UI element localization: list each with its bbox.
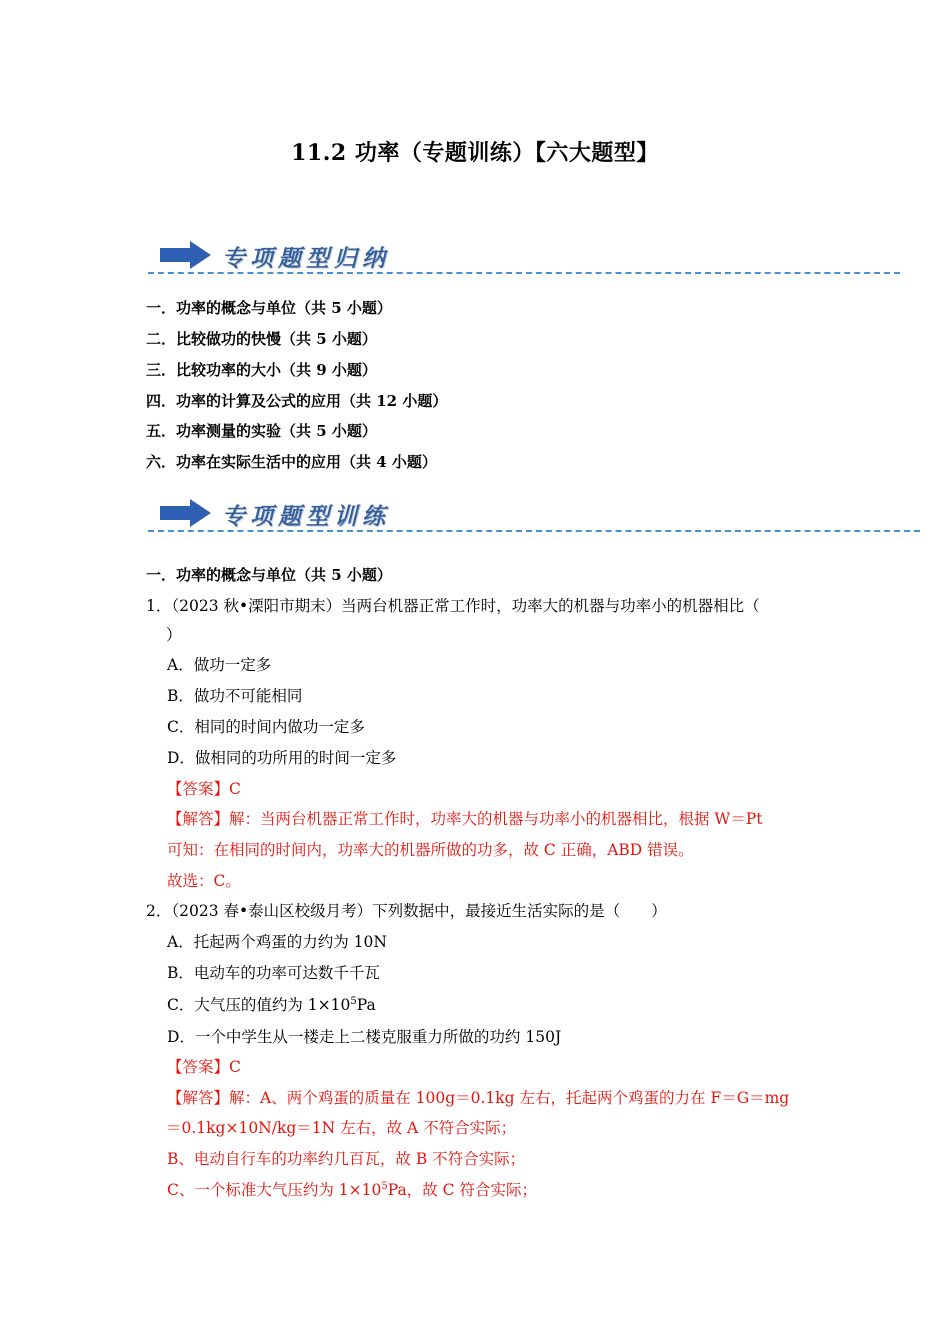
dashed-divider: [148, 272, 900, 274]
toc-item-1[interactable]: 一．功率的概念与单位（共 5 小题）: [146, 299, 392, 317]
question-1-choice: 故选：C。: [167, 872, 241, 890]
question-2-analysis-cont: ＝0.1kg×10N/kg＝1N 左右，故 A 不符合实际；: [166, 1119, 517, 1137]
question-1-analysis: 【解答】解：当两台机器正常工作时，功率大的机器与功率小的机器相比，根据 W＝Pt: [167, 810, 763, 828]
question-1-option-a[interactable]: A．做功一定多: [167, 656, 272, 674]
exponent: 5: [381, 1181, 388, 1192]
section-banner-summary: [148, 240, 900, 280]
question-1-option-d[interactable]: D．做相同的功所用的时间一定多: [167, 749, 397, 767]
question-1-stem-cont: ）: [166, 626, 182, 644]
question-2-option-d[interactable]: D．一个中学生从一楼走上二楼克服重力所做的功约 150J: [167, 1028, 562, 1046]
question-1-stem: 1．（2023 秋•溧阳市期末）当两台机器正常工作时，功率大的机器与功率小的机器相比（: [146, 597, 760, 615]
question-2-option-b[interactable]: B．电动车的功率可达数千千瓦: [167, 964, 380, 982]
question-2-analysis-b: B、电动自行车的功率约几百瓦，故 B 不符合实际；: [167, 1150, 526, 1168]
analysis-text: C、一个标准大气压约为 1×10: [167, 1181, 382, 1199]
arrow-right-icon: [160, 498, 212, 528]
question-2-option-a[interactable]: A．托起两个鸡蛋的力约为 10N: [167, 933, 387, 951]
page-title: 11.2 功率（专题训练）【六大题型】: [291, 140, 659, 166]
toc-item-5[interactable]: 五．功率测量的实验（共 5 小题）: [146, 422, 377, 440]
option-unit: Pa: [356, 996, 376, 1014]
question-1-answer: 【答案】C: [167, 780, 241, 798]
toc-item-3[interactable]: 三．比较功率的大小（共 9 小题）: [146, 361, 377, 379]
dashed-divider: [148, 530, 920, 532]
analysis-text-end: Pa，故 C 符合实际；: [387, 1181, 537, 1199]
question-1-option-c[interactable]: C．相同的时间内做功一定多: [167, 718, 365, 736]
banner-title: 专项题型训练: [222, 503, 390, 530]
arrow-right-icon: [160, 240, 212, 270]
section-heading: 一．功率的概念与单位（共 5 小题）: [146, 566, 392, 584]
question-2-option-c[interactable]: [167, 995, 376, 1015]
toc-item-2[interactable]: 二．比较做功的快慢（共 5 小题）: [146, 330, 377, 348]
toc-item-4[interactable]: 四．功率的计算及公式的应用（共 12 小题）: [146, 392, 448, 410]
question-2-analysis-c: [167, 1180, 537, 1200]
section-banner-training: [148, 498, 920, 538]
question-2-analysis: 【解答】解：A、两个鸡蛋的质量在 100g＝0.1kg 左右，托起两个鸡蛋的力在 F＝G＝mg: [167, 1089, 790, 1107]
banner-title: 专项题型归纳: [222, 245, 390, 272]
exponent: 5: [350, 996, 357, 1007]
option-text: C．大气压的值约为 1×10: [167, 996, 351, 1014]
toc-item-6[interactable]: 六．功率在实际生活中的应用（共 4 小题）: [146, 453, 437, 471]
question-1-option-b[interactable]: B．做功不可能相同: [167, 687, 303, 705]
question-2-stem: 2．（2023 春•泰山区校级月考）下列数据中，最接近生活实际的是（ ）: [146, 902, 667, 920]
question-2-answer: 【答案】C: [167, 1058, 241, 1076]
question-1-analysis-cont: 可知：在相同的时间内，功率大的机器所做的功多，故 C 正确，ABD 错误。: [167, 841, 694, 859]
